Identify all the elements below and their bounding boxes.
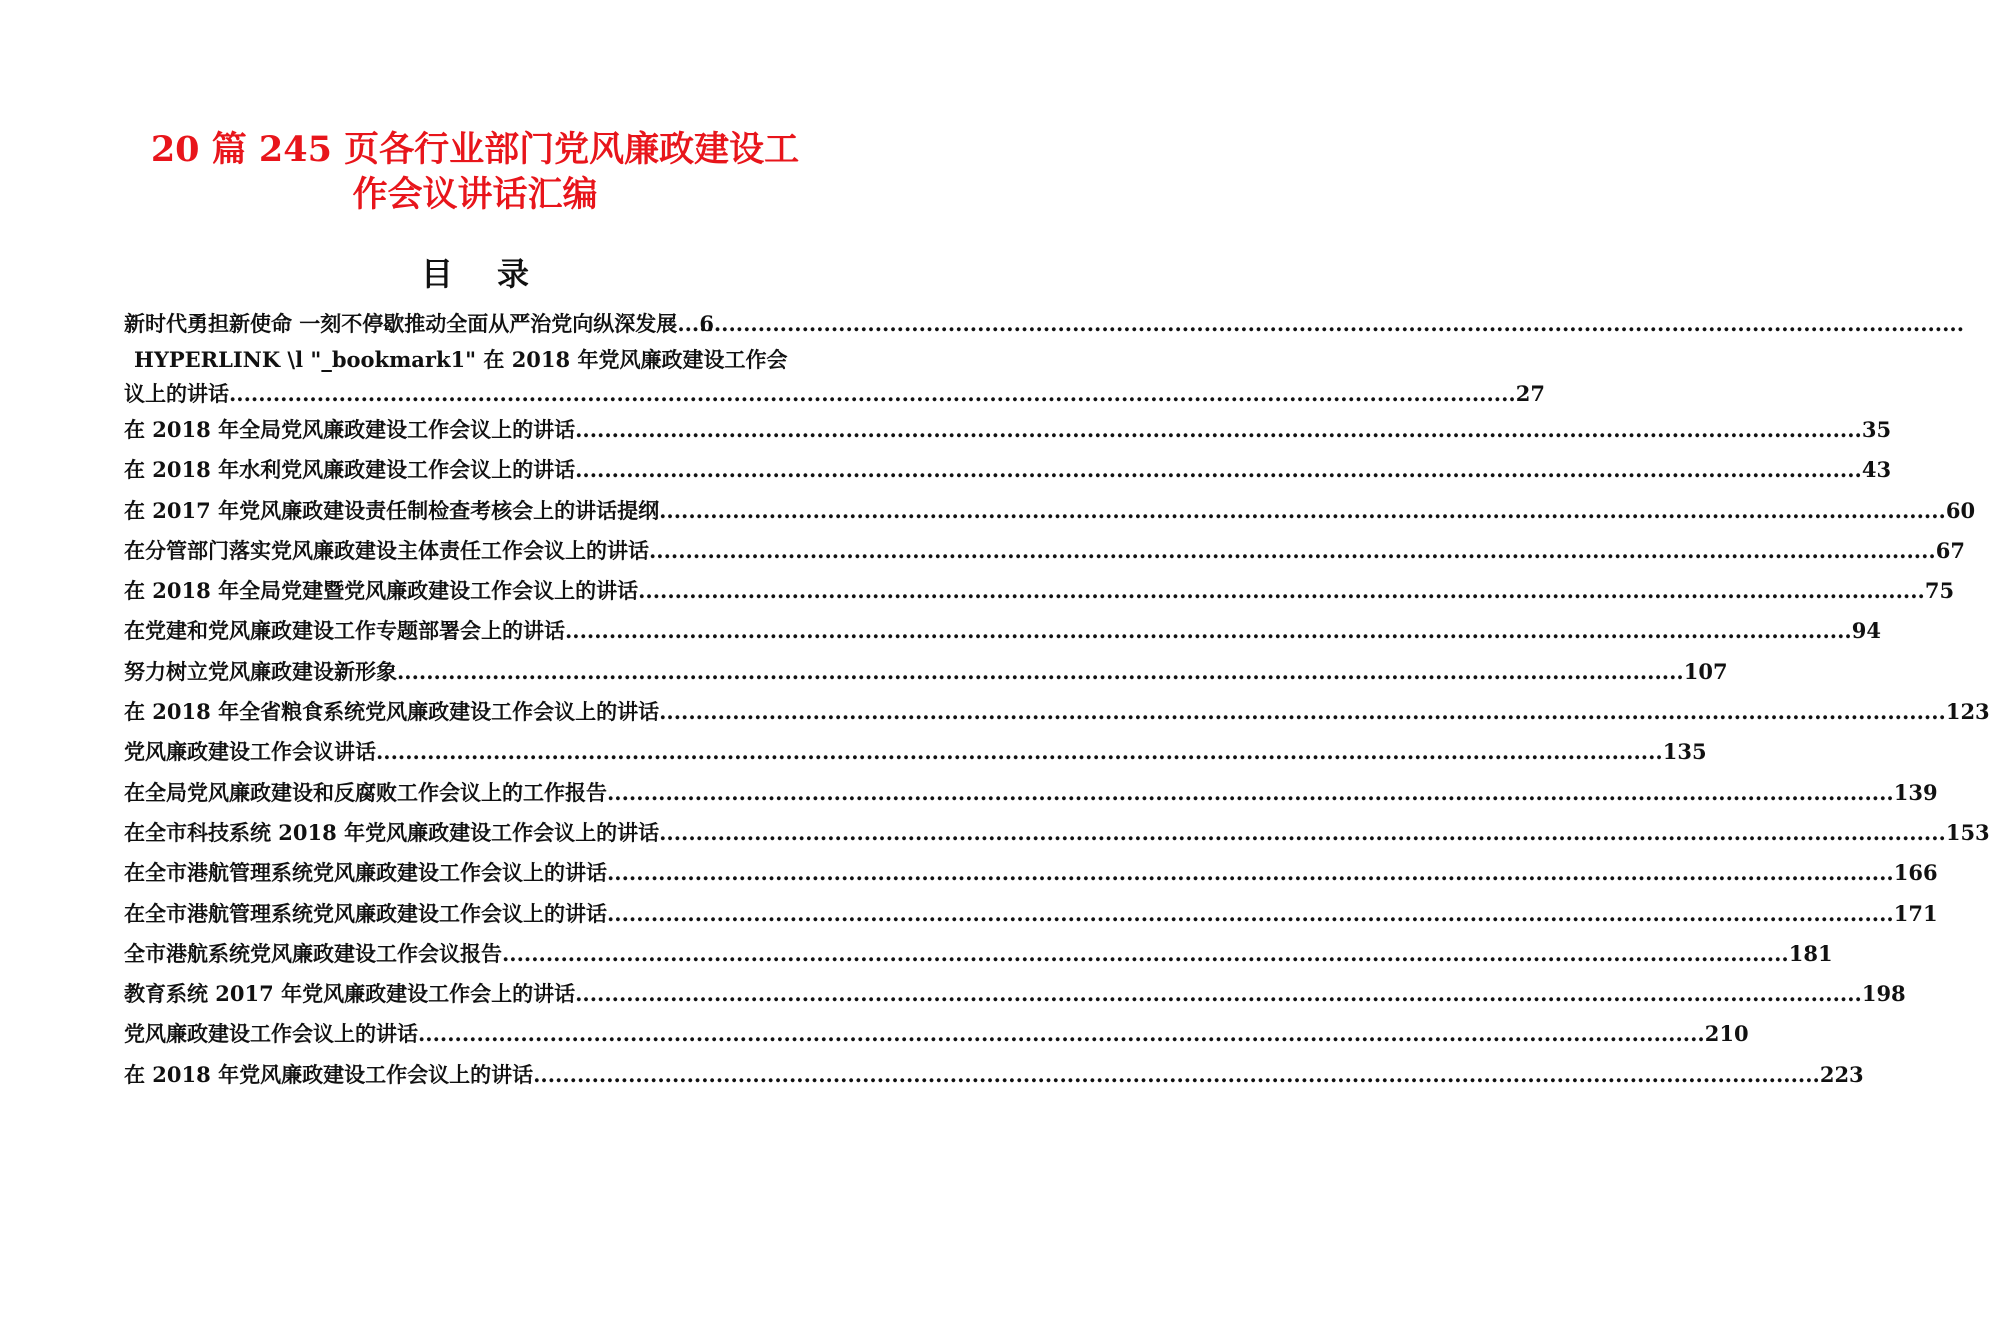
toc-entry-leader (502, 934, 1789, 974)
toc-entry[interactable] (124, 934, 1833, 974)
toc-heading-char-1: 目 (420, 255, 453, 293)
toc-entry-page: 94 (1851, 618, 1881, 644)
toc-entry[interactable] (124, 611, 1881, 651)
toc-entry-leader (659, 813, 1946, 853)
toc-entry[interactable] (124, 813, 1990, 853)
toc-entry[interactable] (124, 853, 1938, 893)
toc-entry-leader (397, 652, 1684, 692)
toc-entry-leader (607, 894, 1894, 934)
table-of-contents (124, 305, 1990, 1095)
toc-entry-leader (677, 305, 699, 343)
toc-entry-page: 181 (1788, 940, 1833, 966)
toc-entry[interactable] (124, 1014, 1749, 1054)
toc-entry-title: 在 2018 年党风廉政建设工作会议上的讲话 (124, 1061, 534, 1087)
toc-entry[interactable] (124, 491, 1976, 531)
toc-entry-leader (565, 611, 1852, 651)
toc-entry-page: 210 (1704, 1021, 1749, 1047)
toc-entry-leader (533, 1055, 1820, 1095)
toc-entry-title: 在全市科技系统 2018 年党风廉政建设工作会议上的讲话 (124, 819, 660, 845)
toc-entry-leader (376, 732, 1663, 772)
toc-entry-leader (575, 410, 1862, 450)
toc-entry-title: 党风廉政建设工作会议上的讲话 (124, 1021, 418, 1047)
toc-entry-leader (607, 773, 1894, 813)
toc-entry-title: HYPERLINK \l "_bookmark1" 在 2018 年党风廉政建设工作会 (134, 347, 788, 372)
toc-entry-title-continued: 议上的讲话 (124, 381, 229, 406)
toc-entry-page: 27 (1515, 381, 1545, 406)
toc-entry[interactable] (124, 894, 1938, 934)
toc-entry[interactable] (124, 531, 1965, 571)
toc-entry[interactable] (124, 410, 1892, 450)
toc-entry-leader (575, 450, 1862, 490)
toc-entry-title: 在党建和党风廉政建设工作专题部署会上的讲话 (124, 618, 565, 644)
toc-entry[interactable] (124, 652, 1728, 692)
toc-entry-page: 6 (699, 311, 714, 336)
toc-entry-page: 75 (1924, 578, 1955, 604)
toc-entry-title: 在 2018 年全局党建暨党风廉政建设工作会议上的讲话 (124, 578, 639, 604)
toc-entry-page: 153 (1945, 819, 1990, 845)
toc-entry-leader (418, 1014, 1705, 1054)
toc-entry-title: 在全市港航管理系统党风廉政建设工作会议上的讲话 (124, 900, 607, 926)
toc-entry-title: 党风廉政建设工作会议讲话 (124, 739, 376, 765)
toc-entry-title: 在 2018 年水利党风廉政建设工作会议上的讲话 (124, 457, 576, 483)
toc-entry-title: 在 2017 年党风廉政建设责任制检查考核会上的讲话提纲 (124, 497, 660, 523)
toc-entry-leader (229, 377, 1516, 410)
toc-entry-title: 教育系统 2017 年党风廉政建设工作会上的讲话 (124, 981, 576, 1007)
toc-entry-title: 在 2018 年全省粮食系统党风廉政建设工作会议上的讲话 (124, 699, 660, 725)
toc-entry[interactable] (124, 343, 1545, 410)
toc-entry[interactable] (124, 571, 1955, 611)
toc-entry-title: 在 2018 年全局党风廉政建设工作会议上的讲话 (124, 417, 576, 442)
toc-entry[interactable] (124, 773, 1938, 813)
toc-entry-page: 67 (1935, 537, 1965, 563)
toc-entry-title: 努力树立党风廉政建设新形象 (124, 658, 397, 684)
toc-entry-leader (659, 491, 1946, 531)
toc-entry-page: 135 (1662, 739, 1707, 765)
toc-entry-title: 在全局党风廉政建设和反腐败工作会议上的工作报告 (124, 779, 607, 805)
toc-entry-page: 171 (1893, 900, 1938, 926)
toc-entry-page: 123 (1945, 699, 1990, 725)
toc-entry[interactable] (124, 692, 1990, 732)
toc-entry-page: 166 (1893, 860, 1938, 886)
toc-entry[interactable] (124, 1055, 1864, 1095)
toc-entry[interactable] (124, 732, 1707, 772)
toc-entry-title: 在全市港航管理系统党风廉政建设工作会议上的讲话 (124, 860, 607, 886)
toc-entry-page: 43 (1861, 457, 1892, 483)
toc-entry-leader (649, 531, 1936, 571)
toc-entry[interactable] (124, 974, 1906, 1014)
toc-entry-page: 107 (1683, 658, 1728, 684)
toc-heading-char-2: 录 (497, 255, 530, 293)
toc-entry-page: 139 (1893, 779, 1938, 805)
toc-entry-leader (659, 692, 1946, 732)
toc-entry-page: 60 (1945, 497, 1976, 523)
toc-entry-page: 35 (1861, 417, 1892, 442)
document-title-line-1: 20 篇 245 页各行业部门党风廉政建设工 (150, 129, 800, 170)
toc-entry-leader (607, 853, 1894, 893)
toc-entry-title: 在分管部门落实党风廉政建设主体责任工作会议上的讲话 (124, 537, 649, 563)
toc-entry-leader (638, 571, 1925, 611)
toc-entry[interactable] (124, 450, 1892, 490)
document-title-line-2: 作会议讲话汇编 (352, 174, 598, 215)
toc-entry-page: 198 (1861, 981, 1906, 1007)
toc-entry-title: 全市港航系统党风廉政建设工作会议报告 (124, 940, 502, 966)
toc-entry-page: 223 (1819, 1061, 1864, 1087)
toc-entry-title: 新时代勇担新使命 一刻不停歇推动全面从严治党向纵深发展 (124, 311, 678, 336)
toc-entry-leader (575, 974, 1862, 1014)
toc-heading (0, 252, 950, 296)
toc-entry[interactable] (124, 305, 832, 343)
